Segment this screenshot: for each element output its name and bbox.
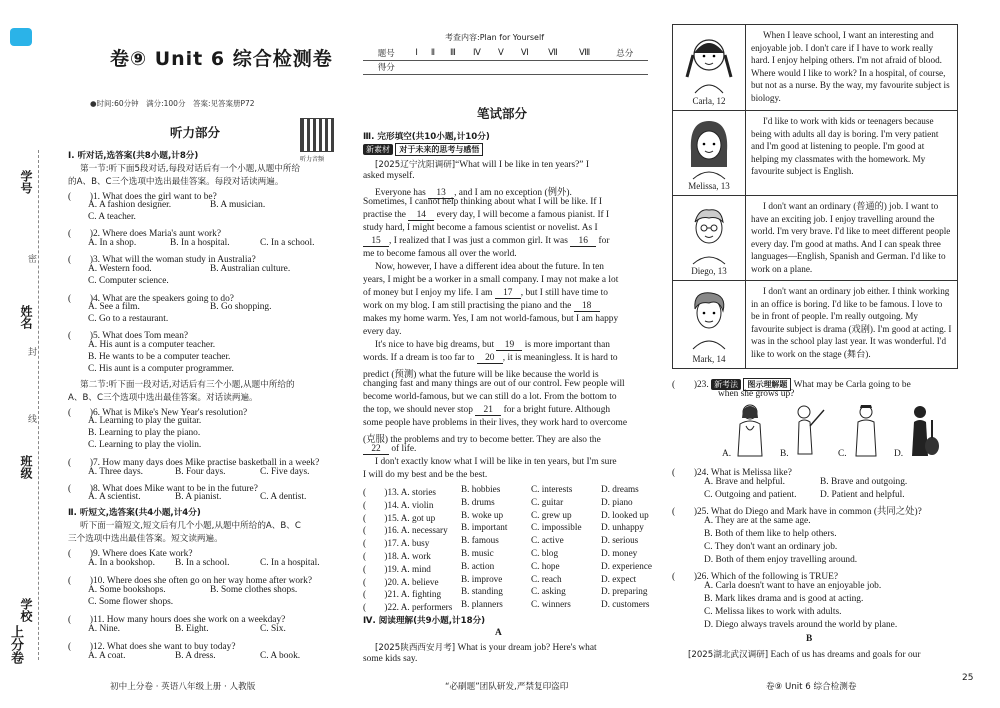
passage-line <box>363 444 416 455</box>
option: B. woke up <box>461 509 504 520</box>
question-6: ( )6. What is Mike's New Year's resolution? <box>68 408 248 418</box>
girl-portrait-icon <box>673 25 745 95</box>
profile-name: Carla, 12 <box>692 96 726 106</box>
page-listening <box>60 0 350 708</box>
question-option: ( )15. A. got up <box>363 512 436 523</box>
passage-line: asked myself. <box>363 171 415 181</box>
passage-line <box>375 340 610 351</box>
question-option: ( )21. A. fighting <box>363 589 442 600</box>
exam-meta: ●时间:60分钟 满分:100分 答案:见答案册P72 <box>90 99 255 108</box>
passage-line: I will do my best and be the best. <box>363 470 488 480</box>
blank-17[interactable]: 17 <box>495 288 521 299</box>
passage-line: every day. <box>363 327 402 337</box>
question-text: when she grows up? <box>718 389 795 399</box>
topic-tag: 对于未来的思考与感悟 <box>395 143 483 156</box>
question-2: ( )2. Where does Maria's aunt work? <box>68 229 222 239</box>
option: A. His aunt is a computer teacher. <box>88 340 216 350</box>
question-option: ( )22. A. performers <box>363 602 453 613</box>
exam-scope: 考查内容:Plan for Yourself <box>445 33 545 42</box>
option: C. blog <box>531 548 559 558</box>
option: D. customers <box>601 599 650 610</box>
option: B. planners <box>461 599 503 610</box>
passage-line: some people have problems in their lives, they work hard to overcome <box>363 418 627 428</box>
passage-text: “What will I be like in ten years?” I <box>455 160 589 170</box>
instructions: 听下面一篇短文,短文后有几个小题,从题中所给的A、B、C <box>80 521 301 531</box>
option: C. reach <box>531 573 562 584</box>
passage-text: , but I still have time to <box>520 288 608 298</box>
option: B. improve <box>461 573 503 584</box>
score-cell: 总分 <box>601 46 648 60</box>
option: C. Computer science. <box>88 276 169 286</box>
profile-text: I don't want an ordinary job either. I think working in an office is boring. I'd like to be famous. I love to be in front of people. I'm really outgoing. My favourite subject is drama (戏剧). I'm good at acting. I was in the school play last year. It was wonderful. I'd like to work on the stage (舞台). <box>746 281 958 369</box>
option: C. hope <box>531 560 560 571</box>
question-10: ( )10. Where does she often go on her way home after work? <box>68 576 313 586</box>
option: B. Some clothes shops. <box>210 585 298 595</box>
option: D. money <box>601 548 638 558</box>
option: C. A teacher. <box>88 212 136 222</box>
passage-line: changing fast and many things are out of our control. Few people will <box>363 379 625 389</box>
option: B. Learning to play the piano. <box>88 428 201 438</box>
option: C. In a hospital. <box>260 558 320 568</box>
new-method-tag: 新考法 <box>711 379 741 390</box>
boy-portrait-icon <box>673 281 745 351</box>
section-4-title: Ⅳ. 阅读理解(共9小题,计18分) <box>363 616 486 626</box>
instructions: A、B、C三个选项中选出最佳答案。对话读两遍。 <box>68 393 258 403</box>
passage-text: , I realized that I was just a common girl. It was <box>389 236 568 246</box>
seal-mark: 线 <box>28 415 38 425</box>
page-written <box>355 0 655 708</box>
option: D. experience <box>601 560 653 571</box>
option: C. asking <box>531 586 566 597</box>
listening-heading: 听力部分 <box>170 125 221 140</box>
option: C. Melissa likes to work with adults. <box>704 607 842 617</box>
page-footer: 卷⑨ Unit 6 综合检测卷 <box>766 682 857 692</box>
blank-13[interactable]: 13 <box>428 188 454 199</box>
page-footer: “必刷题”团队研发,严禁复印盗印 <box>445 682 569 692</box>
option: D. unhappy <box>601 522 644 533</box>
passage-line: Now, however, I have a different idea about the future. In ten <box>375 262 604 272</box>
option-label: B. <box>780 449 789 459</box>
score-cell: Ⅶ <box>538 46 568 60</box>
seal-mark: 封 <box>28 348 38 358</box>
option: A. Carla doesn't want to have an enjoyable job. <box>704 581 882 591</box>
portrait-melissa <box>673 111 746 196</box>
question-option: ( )16. A. necessary <box>363 525 448 536</box>
option: B. Both of them like to help others. <box>704 529 837 539</box>
option-label: A. <box>722 449 732 459</box>
score-cell: Ⅰ <box>409 46 423 60</box>
question-11: ( )11. How many hours does she work on a weekday? <box>68 615 286 625</box>
passage-text: words. If a dream is too far to <box>363 353 475 363</box>
passage-text: of life. <box>391 444 417 454</box>
girl-portrait-icon <box>673 111 745 181</box>
passage-line <box>688 648 920 660</box>
question-7: ( )7. How many days does Mike practise basketball in a week? <box>68 458 320 468</box>
musician-icon <box>902 402 942 458</box>
question-option: ( )13. A. stories <box>363 487 436 497</box>
new-material-tag: 新素材 <box>363 144 393 155</box>
question-25: ( )25. What do Diego and Mark have in common (共同之处)? <box>672 507 922 517</box>
teacher-icon <box>788 402 828 458</box>
option: C. A book. <box>260 651 301 661</box>
option: A. In a bookshop. <box>88 558 155 568</box>
score-cell: Ⅷ <box>568 46 602 60</box>
question-number: ( )23. <box>672 380 709 390</box>
passage-text: the top, we should never stop <box>363 405 473 415</box>
source-tag: [2025陕西西安月考] <box>375 643 456 653</box>
question-4: ( )4. What are the speakers going to do? <box>68 294 234 304</box>
profiles-table <box>672 24 958 369</box>
passage-line: Sometimes, I cannot help thinking about what I will be like. If I <box>363 197 603 207</box>
option: D. dreams <box>601 484 639 494</box>
label-name: 姓名 <box>19 305 33 329</box>
option: C. Five days. <box>260 467 310 477</box>
score-input[interactable] <box>409 60 423 74</box>
score-cell: Ⅲ <box>442 46 464 60</box>
option: B. A musician. <box>210 200 266 210</box>
portrait-carla <box>673 25 746 111</box>
option: D. preparing <box>601 586 648 597</box>
question-26: ( )26. Which of the following is TRUE? <box>672 572 839 582</box>
label-school: 学校 <box>19 598 33 622</box>
passage-text: , and I am no exception (例外). <box>454 188 572 198</box>
option: C. Six. <box>260 624 286 634</box>
passage-text: for <box>598 236 610 246</box>
option: A. A coat. <box>88 651 126 661</box>
passage-line: makes my home warm. Yes, I am not world-famous, but I am happy <box>363 314 619 324</box>
seal-line <box>38 150 39 660</box>
doctor-icon <box>730 402 770 458</box>
option: C. grew up <box>531 509 572 520</box>
option: D. Patient and helpful. <box>820 490 905 500</box>
option: A. Western food. <box>88 264 152 274</box>
option: B. A pianist. <box>175 492 222 502</box>
profile-name: Diego, 13 <box>691 266 727 276</box>
score-input[interactable] <box>512 60 538 74</box>
passage-text: Everyone has <box>375 188 426 198</box>
option: C. Go to a restaurant. <box>88 314 169 324</box>
question-24: ( )24. What is Melissa like? <box>672 468 792 478</box>
seal-mark: 密 <box>28 255 38 265</box>
score-table <box>363 46 648 75</box>
option: C. winners <box>531 599 571 610</box>
score-input[interactable] <box>464 60 490 74</box>
option: B. Australian culture. <box>210 264 291 274</box>
passage-line: become world-famous, but we can still do a lot. From the bottom to <box>363 392 617 402</box>
option: C. interests <box>531 484 573 494</box>
section-2-title: Ⅱ. 听短文,选答案(共4小题,计4分) <box>68 508 201 518</box>
passage-text: practise the <box>363 210 406 220</box>
profile-name: Melissa, 13 <box>688 181 730 191</box>
page-reading <box>670 0 960 708</box>
score-input[interactable] <box>424 60 442 74</box>
blank-15[interactable]: 15 <box>363 236 389 247</box>
profile-text: When I leave school, I want an interesting and enjoyable job. I don't care if I have to work really hard. I enjoy helping others. I'm not afraid of blood. Where would I like to work? In a hospital, of course, but not as a nurse. By the way, my favourite subject is biology. <box>746 25 958 111</box>
score-cell: Ⅵ <box>512 46 538 60</box>
option: C. impossible <box>531 522 582 533</box>
option-label: D. <box>894 449 904 459</box>
blank-16[interactable]: 16 <box>570 236 596 247</box>
option: B. famous <box>461 535 499 546</box>
passage-b-label: B <box>806 634 813 644</box>
blank-19[interactable]: 19 <box>496 340 522 351</box>
passage-line <box>363 236 609 247</box>
binding-margin <box>0 0 62 708</box>
question-12: ( )12. What does she want to buy today? <box>68 642 236 652</box>
passage-line <box>375 641 597 653</box>
portrait-diego <box>673 196 746 281</box>
question-3: ( )3. What will the woman study in Australia? <box>68 255 256 265</box>
question-option: ( )17. A. busy <box>363 538 430 549</box>
passage-line: predict (预测) what the future will be like because the world is <box>363 370 599 380</box>
question-option: ( )18. A. work <box>363 551 431 561</box>
score-input[interactable] <box>538 60 568 74</box>
question-option: ( )14. A. violin <box>363 499 434 510</box>
passage-text: It's nice to have big dreams, but <box>375 340 495 350</box>
blank-14[interactable]: 14 <box>408 210 434 221</box>
profile-row <box>673 25 958 111</box>
label-class: 班级 <box>19 455 33 479</box>
option-c-image[interactable] <box>846 402 886 458</box>
option: A. Nine. <box>88 624 121 634</box>
score-input[interactable] <box>442 60 464 74</box>
qr-label: 听力音频 <box>300 156 325 163</box>
option: B. music <box>461 548 494 558</box>
option: D. piano <box>601 496 633 507</box>
profile-text: I'd like to work with kids or teenagers because being with adults all day is boring. I'm very patient and I'm good at listening to people. I'm good at helping my classmates with the homework. My favourite subject is English. <box>746 111 958 196</box>
corner-logo-icon <box>10 28 32 46</box>
blank-18[interactable]: 18 <box>574 301 600 312</box>
option: A. A scientist. <box>88 492 141 502</box>
option: D. looked up <box>601 509 649 520</box>
section-1-title: Ⅰ. 听对话,选答案(共8小题,计8分) <box>68 151 199 161</box>
instructions: 第一节:听下面5段对话,每段对话后有一个小题,从题中所给 <box>80 164 301 174</box>
option: B. Eight. <box>175 624 209 634</box>
passage-line <box>363 353 618 364</box>
option-d-image[interactable] <box>902 402 942 458</box>
question-1: ( )1. What does the girl want to be? <box>68 192 217 202</box>
source-tag: [2025湖北武汉调研] <box>688 650 769 660</box>
score-input[interactable] <box>601 60 648 74</box>
passage-text: is more important than <box>524 340 610 350</box>
question-text: What may be Carla going to be <box>793 380 911 390</box>
score-cell: Ⅱ <box>424 46 442 60</box>
score-header-row <box>363 46 648 60</box>
instructions: 三个选项中选出最佳答案。短文读两遍。 <box>68 534 223 544</box>
option: A. Some bookshops. <box>88 585 166 595</box>
option: B. Four days. <box>175 467 226 477</box>
label-student-id: 学号 <box>19 170 33 194</box>
option: B. drums <box>461 496 495 507</box>
passage-line <box>363 288 608 299</box>
profile-name: Mark, 14 <box>692 354 726 364</box>
question-option: ( )20. A. believe <box>363 576 439 587</box>
option-b-image[interactable] <box>788 402 828 458</box>
option: B. In a hospital. <box>170 238 230 248</box>
passage-text: Each of us has dreams and goals for our <box>770 650 921 660</box>
passage-text: every day, I will become a famous pianist. If I <box>436 210 610 220</box>
passage-a-label: A <box>495 628 502 638</box>
passage-text: of money but I enjoy my life. I am <box>363 288 493 298</box>
material-tag <box>363 143 483 156</box>
passage-line <box>363 405 610 416</box>
passage-line: some kids say. <box>363 654 418 664</box>
option: B. In a school. <box>175 558 230 568</box>
option: A. Brave and helpful. <box>704 477 785 487</box>
written-heading: 笔试部分 <box>477 106 528 121</box>
question-9: ( )9. Where does Kate work? <box>68 549 193 559</box>
option: B. standing <box>461 586 503 597</box>
nurse-icon <box>846 402 886 458</box>
source-tag: [2025辽宁沈阳调研] <box>375 160 456 170</box>
passage-text: for a bright future. Although <box>503 405 611 415</box>
score-cell: Ⅳ <box>464 46 490 60</box>
blank-22[interactable]: 22 <box>363 444 389 455</box>
option: D. serious <box>601 535 639 546</box>
passage-text: What is your dream job? Here's what <box>457 643 597 653</box>
option: B. hobbies <box>461 484 501 494</box>
page-title: 卷⑨ Unit 6 综合检测卷 <box>110 48 333 70</box>
option: A. Learning to play the guitar. <box>88 416 202 426</box>
score-cell: Ⅴ <box>490 46 512 60</box>
option: A. A fashion designer. <box>88 200 172 210</box>
option: C. guitar <box>531 496 564 507</box>
option: C. They don't want an ordinary job. <box>704 542 838 552</box>
option: A. Three days. <box>88 467 144 477</box>
option: B. action <box>461 560 495 571</box>
passage-line: I don't exactly know what I will be like in ten years, but I'm sure <box>375 457 617 467</box>
option: C. His aunt is a computer programmer. <box>88 364 234 374</box>
score-row <box>363 60 648 74</box>
instructions: 第二节:听下面一段对话,对话后有三个小题,从题中所给的 <box>80 380 295 390</box>
score-cell: 题号 <box>363 46 409 60</box>
option: C. Some flower shops. <box>88 597 174 607</box>
passage-line <box>375 158 589 170</box>
qr-code-icon[interactable] <box>300 118 334 152</box>
option: D. expect <box>601 573 637 584</box>
passage-text: work on my blog. I am still practising the piano and the <box>363 301 572 311</box>
question-5: ( )5. What does Tom mean? <box>68 331 189 341</box>
passage-line: (克服) the problems and try to become better. They are also the <box>363 435 601 445</box>
passage-line: years, I might be a worker in a small company. I may not make a lot <box>363 275 619 285</box>
profile-row <box>673 111 958 196</box>
option: A. See a film. <box>88 302 140 312</box>
passage-line <box>363 301 600 312</box>
profile-text: I don't want an ordinary (普通的) job. I want to have an exciting job. I enjoy travelling around the world. I'm very brave. I'd like to meet different people every day. I'm good at maths. And I can speak three languages—English, Spanish and German. I'd like to work on a plane. <box>746 196 958 281</box>
score-cell: 得分 <box>363 60 409 74</box>
option-label: C. <box>838 449 847 459</box>
passage-text: , it is meaningless. It is hard to <box>502 353 618 363</box>
profile-row <box>673 281 958 369</box>
score-input[interactable] <box>568 60 602 74</box>
instructions: 的A、B、C三个选项中选出最佳答案。每段对话读两遍。 <box>68 177 284 187</box>
page-footer: 初中上分卷 · 英语八年级上册 · 人教版 <box>110 682 256 692</box>
option: D. Diego always travels around the world by plane. <box>704 620 898 630</box>
option: C. active <box>531 535 564 546</box>
section-3-title: Ⅲ. 完形填空(共10小题,计10分) <box>363 132 490 142</box>
option: A. In a shop. <box>88 238 137 248</box>
diagram-tag: 图示理解题 <box>743 378 791 391</box>
page-number: 25 <box>962 673 974 683</box>
option: B. A dress. <box>175 651 216 661</box>
option: B. He wants to be a computer teacher. <box>88 352 231 362</box>
blank-20[interactable]: 20 <box>477 353 503 364</box>
portrait-mark <box>673 281 746 369</box>
option: B. important <box>461 522 508 533</box>
option: B. Go shopping. <box>210 302 272 312</box>
option: C. Outgoing and patient. <box>704 490 797 500</box>
option: A. They are at the same age. <box>704 516 811 526</box>
option-a-image[interactable] <box>730 402 770 458</box>
label-volume: 上分卷 <box>8 625 23 664</box>
score-input[interactable] <box>490 60 512 74</box>
option: C. A dentist. <box>260 492 307 502</box>
option: C. In a school. <box>260 238 315 248</box>
option: C. Learning to play the violin. <box>88 440 202 450</box>
blank-21[interactable]: 21 <box>475 405 501 416</box>
boy-portrait-icon <box>673 196 745 266</box>
passage-line: me to become famous all over the world. <box>363 249 517 259</box>
option: D. Both of them enjoy travelling around. <box>704 555 858 565</box>
option: B. Brave and outgoing. <box>820 477 908 487</box>
passage-line <box>363 210 609 221</box>
profile-row <box>673 196 958 281</box>
question-8: ( )8. What does Mike want to be in the future? <box>68 484 258 494</box>
option: B. Mark likes drama and is good at acting. <box>704 594 864 604</box>
passage-line: study hard, I might become a famous scientist or novelist. As I <box>363 223 598 233</box>
question-option: ( )19. A. mind <box>363 563 431 574</box>
